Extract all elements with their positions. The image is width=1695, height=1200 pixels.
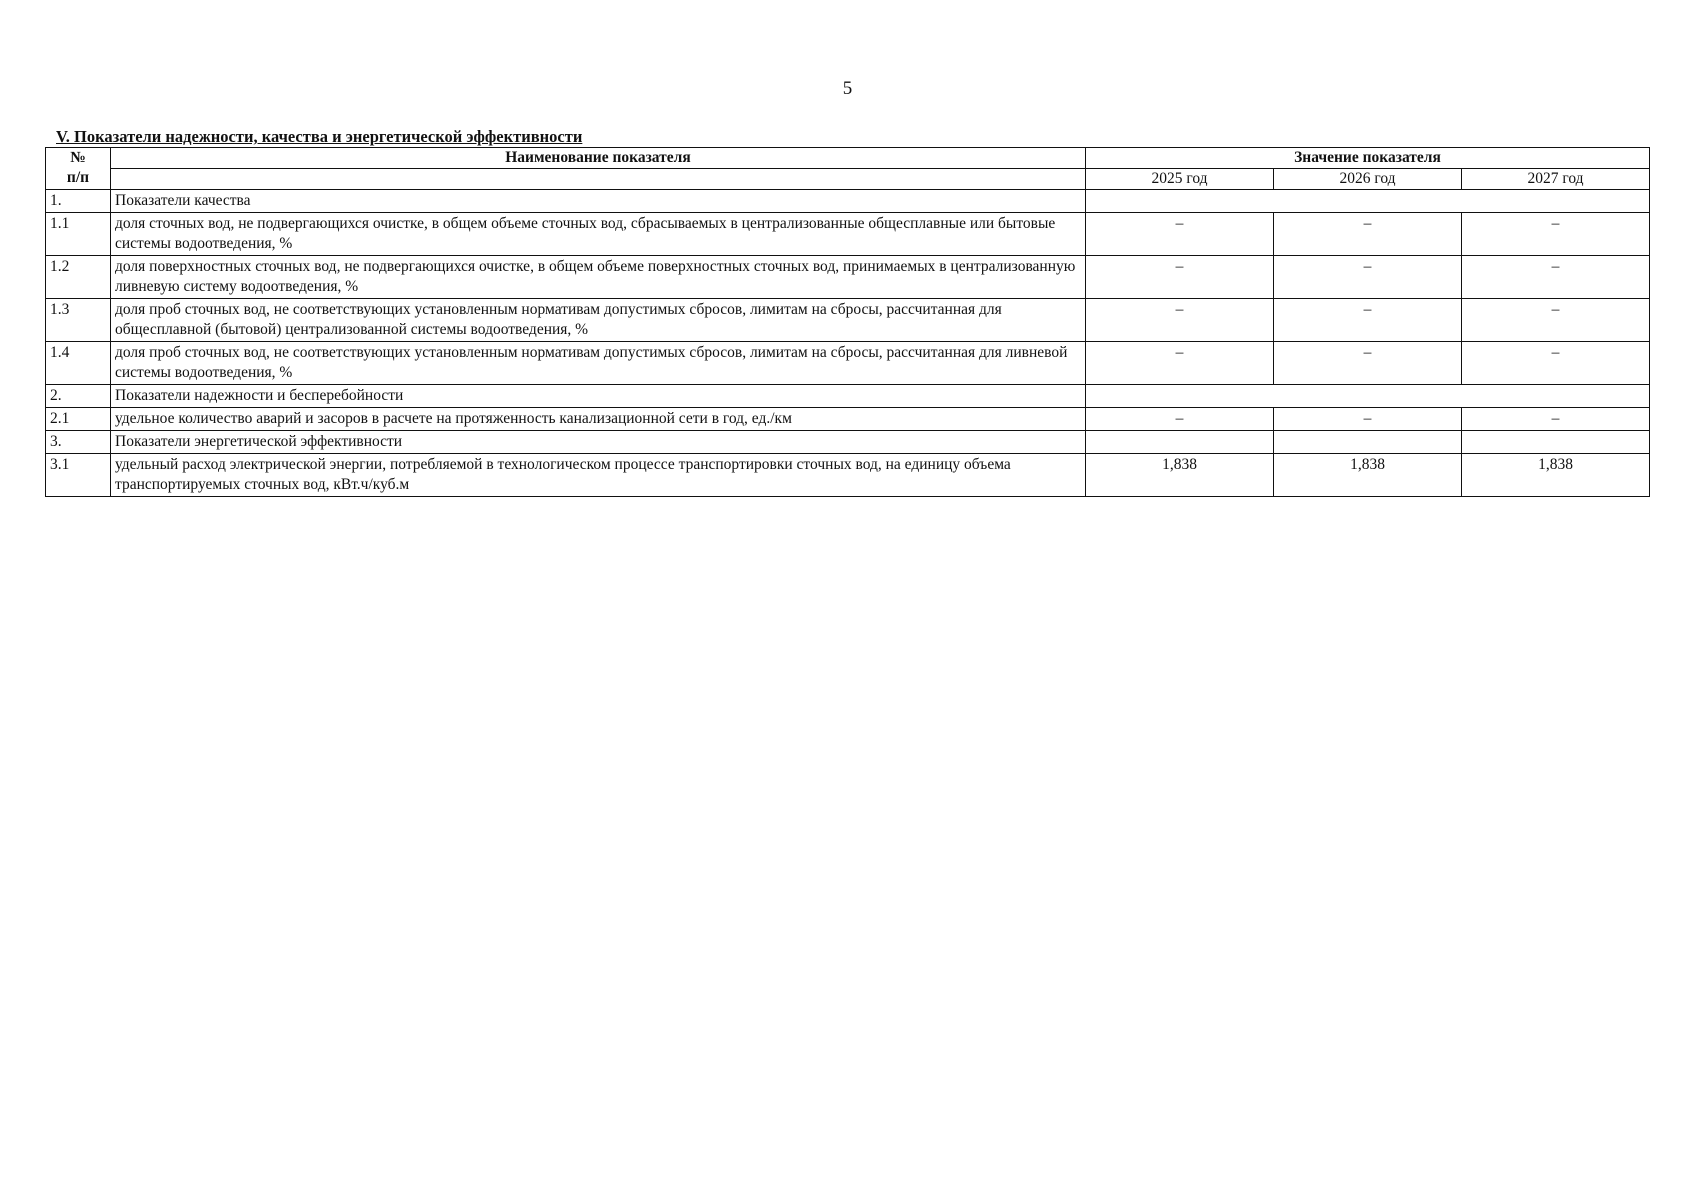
indicator-value-2025: – [1086,342,1274,385]
header-indicator-value: Значение показателя [1086,148,1650,169]
indicator-value-2025: 1,838 [1086,454,1274,497]
header-year-2026: 2026 год [1274,169,1462,190]
indicator-name: доля сточных вод, не подвергающихся очистке, в общем объеме сточных вод, сбрасываемых в централизованные общесплавные или бытовые системы водоотведения, % [111,213,1086,256]
indicator-value-2027: – [1462,408,1650,431]
indicator-value-2026: – [1274,299,1462,342]
header-number [46,148,111,190]
table-row [46,299,1650,342]
section-title: V. Показатели надежности, качества и энергетической эффективности [56,127,583,146]
table-row [46,256,1650,299]
row-number: 3.1 [46,454,111,497]
indicator-value-2025: – [1086,256,1274,299]
indicator-value-2027: – [1462,299,1650,342]
indicator-name: доля проб сточных вод, не соответствующих установленным нормативам допустимых сбросов, лимитам на сбросы, рассчитанная для ливневой системы водоотведения, % [111,342,1086,385]
indicator-name: удельное количество аварий и засоров в расчете на протяженность канализационной сети в год, ед./км [111,408,1086,431]
indicator-value-2026: – [1274,342,1462,385]
row-number: 1.4 [46,342,111,385]
indicator-name: доля поверхностных сточных вод, не подвергающихся очистке, в общем объеме поверхностных сточных вод, принимаемых в централизованную ливневую систему водоотведения, % [111,256,1086,299]
group-heading: Показатели надежности и бесперебойности [111,385,1086,408]
indicator-value-2025: – [1086,213,1274,256]
indicator-name: доля проб сточных вод, не соответствующих установленным нормативам допустимых сбросов, лимитам на сбросы, рассчитанная для общесплавной (бытовой) централизованной системы водоотведения, % [111,299,1086,342]
indicator-value-2026: – [1274,213,1462,256]
indicator-name: удельный расход электрической энергии, потребляемой в технологическом процессе транспортировки сточных вод, на единицу объема транспортируемых сточных вод, кВт.ч/куб.м [111,454,1086,497]
row-number: 2.1 [46,408,111,431]
table-row [46,454,1650,497]
header-year-2027: 2027 год [1462,169,1650,190]
table-body [46,190,1650,497]
table-row [46,408,1650,431]
group-value-empty [1086,190,1650,213]
indicator-value-2026: – [1274,408,1462,431]
row-number: 1.2 [46,256,111,299]
group-heading: Показатели качества [111,190,1086,213]
header-year-2025: 2025 год [1086,169,1274,190]
indicator-value-2026: – [1274,256,1462,299]
indicator-value-2025: – [1086,408,1274,431]
header-indicator-name: Наименование показателя [111,148,1086,169]
indicator-value-2026 [1274,431,1462,454]
indicator-value-2027: – [1462,256,1650,299]
table-row [46,385,1650,408]
header-name-blank [111,169,1086,190]
table-row [46,342,1650,385]
row-number: 1. [46,190,111,213]
table-row [46,431,1650,454]
indicators-table [45,147,1650,497]
row-number: 3. [46,431,111,454]
indicator-value-2027: 1,838 [1462,454,1650,497]
group-value-empty [1086,385,1650,408]
indicator-value-2025 [1086,431,1274,454]
group-heading: Показатели энергетической эффективности [111,431,1086,454]
row-number: 1.1 [46,213,111,256]
indicator-value-2027: – [1462,213,1650,256]
header-number-sign: № [70,149,86,166]
table-row [46,213,1650,256]
header-number-sub: п/п [66,169,90,186]
table-row [46,190,1650,213]
page-number: 5 [842,78,853,99]
indicator-value-2025: – [1086,299,1274,342]
indicator-value-2027 [1462,431,1650,454]
indicator-value-2026: 1,838 [1274,454,1462,497]
row-number: 1.3 [46,299,111,342]
row-number: 2. [46,385,111,408]
indicator-value-2027: – [1462,342,1650,385]
